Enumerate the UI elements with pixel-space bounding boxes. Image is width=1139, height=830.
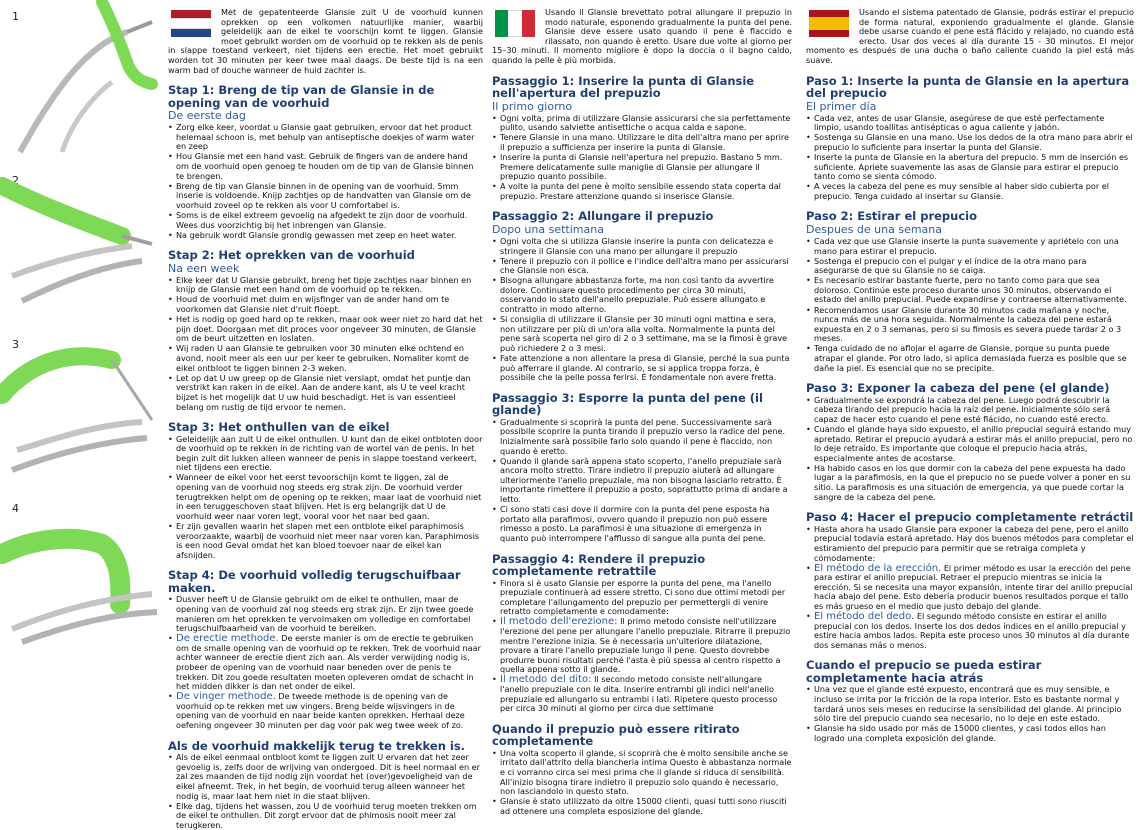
list-item: • Het is nodig op goed hard op te rekken, maar ook weer niet zo hard dat het pijn doet. Doorgaan met dit proces voor ongeveer 30 minuten, de Glansie om de beurt uitzetten en loslaten.: [168, 315, 483, 344]
list-item: • Let op dat U uw greep op de Glansie niet verslapt, omdat het puntje dan verstrikt kan raken in de eikel. Aan de andere kant, als U te veel kracht bijzet is het mogelijk dat U uw huid beschadigt. Het is van essentieel belang om rustig de tijd ervoor te nemen.: [168, 374, 483, 412]
step-5-list: [806, 685, 1134, 743]
panel-number: 1: [12, 10, 19, 23]
step-2-subtitle: Despues de una semana: [806, 222, 943, 236]
step-5-title: Cuando el prepucio se pueda estirar completamente hacia atrás: [806, 658, 1042, 685]
step-1-title: Stap 1: Breng de tip van de Glansie in de opening van de voorhuid: [168, 83, 435, 110]
list-item: • Si consiglia di utilizzare il Glansie per 30 minuti ogni mattina e sera, non utilizzare per più di un'ora alla volta. Normalmente la punta del pene sarà scoperta nel giro di 2 o 3 settimane, ma se la fimosi è grave può richiedere 2 o 3 mesi.: [492, 315, 792, 353]
step-5-title: Als de voorhuid makkelijk terug te trekken is.: [168, 738, 466, 753]
step-2-title: Passaggio 2: Allungare il prepuzio: [492, 209, 714, 224]
intro-italian: [492, 8, 792, 66]
step-3-list: [168, 435, 483, 561]
step-4-title: Stap 4: De voorhuid volledig terugschuifbaar maken.: [168, 568, 461, 595]
list-item: • Tenga cuidado de no aflojar el agarre de Glansie, porque su punta puede atrapar el glande. Por otro lado, si aplica demasiada fuerza es posible que se dañe la piel. Es esencial que no se precipite.: [806, 344, 1134, 373]
spain-flag-icon: [809, 10, 849, 37]
step-2-list: [492, 237, 792, 383]
list-item: [806, 612, 1134, 650]
step-4-list: [806, 525, 1134, 651]
list-item: • Tenere Glansie in una mano. Utilizzare le dita dell'altra mano per aprire il prepuzio a sufficienza per inserire la punta di Glansie.: [492, 133, 792, 152]
list-item: • Bisogna allungare abbastanza forte, ma non così tanto da avvertire dolore. Continuare questo procedimento per circa 30 minuti, osservando lo stato dell'anello prepuziale. Può essere allungato e contratto in modo alterno.: [492, 276, 792, 314]
panel-number: 3: [12, 338, 19, 351]
list-item: • Elke keer dat U Glansie gebruikt, breng het tipje zachtjes naar binnen en knijp de Glansie met een hand om de voorhuid op te rekken.: [168, 276, 483, 295]
list-item: • Gradualmente se expondrá la cabeza del pene. Luego podrá descubrir la cabeza tirando del prepucio hacia la raíz del pene. Inicialmente sólo será capaz de hacer esto cuando el pene esté flácido, no cuando esté erecto.: [806, 396, 1134, 425]
list-item: • Elke dag, tijdens het wassen, zou U de voorhuid terug moeten trekken om de eikel te onthullen. Dit zorgt ervoor dat de phimosis nooit meer zal terugkeren.: [168, 802, 483, 830]
list-item: • Soms is de eikel extreem gevoelig na afgedekt te zijn door de voorhuid. Wees dus voorzichtig bij het inbrengen van Glansie.: [168, 211, 483, 230]
list-item: [168, 634, 483, 692]
instruction-panel-2: [2, 166, 158, 316]
step-1-subtitle: Il primo giorno: [492, 99, 573, 113]
list-item: • Ci sono stati casi dove il dormire con la punta del pene esposta ha portato alla parafimosi, ovvero quando il prepuzio non può essere rimesso a posto. La parafimosi è una situazione di emergenza in quanto può interrompere l'afflusso di sangue alla punta del pene.: [492, 505, 792, 543]
step-4-title: Paso 4: Hacer el prepucio completamente retráctil: [806, 510, 1134, 525]
method-text: El segundo método consiste en estirar el anillo prepucial con los dedos. Inserte los dos dedos índices en el anillo prepucial y estire hacia ambos lados. Repita este proceso unos 30 minutos al día durante dos semanas más o menos.: [814, 611, 1130, 650]
list-item: • Hou Glansie met een hand vast. Gebruik de fingers van de andere hand om de voorhuid open genoeg te houden om de tip van de Glansie binnen te brengen.: [168, 152, 483, 181]
step-3-title: Stap 3: Het onthullen van de eikel: [168, 420, 390, 435]
step-2-subtitle: Dopo una settimana: [492, 222, 604, 236]
list-item: • Wanneer de eikel voor het eerst tevoorschijn komt te liggen, zal de opening van de voorhuid nog steeds erg strak zijn. De voorhuid verder terugtrekken helpt om de opening op te rekken, maar laat de voorhuid niet in een teruggeschoven staat blijven. Het is erg belangrijk dat U de voorhuid weer naar voren legt, vooral voor het naar bed gaan.: [168, 473, 483, 521]
step-2-title: Stap 2: Het oprekken van de voorhuid: [168, 248, 415, 263]
step-3-list: [806, 396, 1134, 503]
list-item: • Sostenga su Glansie en una mano. Use los dedos de la otra mano para abrir el prepucio lo suficiente para insertar la punta del Glansie.: [806, 133, 1134, 152]
intro-text: Usando el sistema patentado de Glansie, podrás estirar el prepucio de forma natural, exponiendo gradualmente el glande. Glansie debe usarse cuando el pene está flácido y relajado, no cuando está erecto. Usar dos veces al día durante 15 - 30 minutos. El mejor momento es después de una ducha o baño caliente cuando la piel está más suave.: [806, 7, 1134, 65]
intro-text: Usando il Glansie brevettato potrai allungare il prepuzio in modo naturale, esponendo gradualmente la punta del pene. Glansie deve essere usato quando il pene è flaccido e rilassato, non quando è eretto. Usare due volte al giorno per 15–30 minuti. Il momento migliore è dopo la doccia o il bagno caldo, quando la pelle è più morbida.: [492, 7, 792, 65]
panel-number: 2: [12, 174, 19, 187]
list-item: [806, 564, 1134, 612]
list-item: • Cada vez, antes de usar Glansie, asegúrese de que esté perfectamente limpio, usando toallitas antisépticas o agua caliente y jabón.: [806, 114, 1134, 133]
list-item: • Ogni volta, prima di utilizzare Glansie assicurarsi che sia perfettamente pulito, usando salviette antisettiche o acqua calda e sapone.: [492, 114, 792, 133]
step-2-list: [806, 237, 1134, 373]
step-2-list: [168, 276, 483, 412]
method-label: Il metodo del dito:: [500, 674, 592, 686]
list-item: • Zorg elke keer, voordat u Glansie gaat gebruiken, ervoor dat het product helemaal schoon is, met behulp van antiseptische doekjes of warm water en zeep: [168, 123, 483, 152]
list-item: • Es necesario estirar bastante fuerte, pero no tanto como para que sea doloroso. Continúe este proceso durante unos 30 minutos, observando el estado del anillo prepucial. Puede expandirse y contraerse alternativamente.: [806, 276, 1134, 305]
list-item: • A veces la cabeza del pene es muy sensible al haber sido cubierta por el prepucio. Tenga cuidado al insertar su Glansie.: [806, 182, 1134, 201]
method-text: El primer método es usar la erección del pene para estirar el anillo prepucial. Retraer el prepucio mientras se inicia la erección. Si se necesita una mayor expansión, intente tirar del anillo prepucial hacia abajo del pene. Esto debería producir buenos resultados porque el tallo es más grueso en el medio que justo debajo del glande.: [814, 562, 1133, 611]
list-item: [168, 692, 483, 730]
list-item: • Ogni volta che si utilizza Glansie inserire la punta con delicatezza e stringere il Glansie con una mano per allungare il prepuzio: [492, 237, 792, 256]
step-4-title: Passaggio 4: Rendere il prepuzio completamente retrattile: [492, 551, 706, 579]
instruction-panel-1: [2, 2, 158, 152]
list-item: • Dusver heeft U de Glansie gebruikt om de eikel te onthullen, maar de opening van de voorhuid zal nog steeds erg strak zijn. Er zijn twee goede manieren om het oprekken te vervolmaken om volledige en comfortabel terugschuifbaarheid van de voorhuid te bereiken.: [168, 595, 483, 633]
step-4-list: [168, 595, 483, 730]
list-item: • Sostenga el prepucio con el pulgar y el índice de la otra mano para asegurarse de que su Glansie no se caiga.: [806, 257, 1134, 276]
step-1-title: Paso 1: Inserte la punta de Glansie en la apertura del prepucio: [806, 73, 1130, 101]
step-1-title: Passaggio 1: Inserire la punta di Glansie nell'apertura del prepuzio: [492, 73, 755, 101]
instruction-image-strip: [0, 0, 162, 807]
list-item: [492, 617, 792, 675]
netherlands-flag-icon: [171, 10, 211, 37]
step-5-title: Quando il prepuzio può essere ritirato completamente: [492, 721, 740, 749]
method-label: De erectie methode.: [176, 633, 279, 645]
step-2-subtitle: Na een week: [168, 261, 240, 275]
list-item: • Na gebruik wordt Glansie grondig gewassen met zeep en heet water.: [168, 231, 483, 241]
list-item: • Inserte la punta de Glansie en la abertura del prepucio. 5 mm de inserción es suficiente. Apriete suavemente las asas de Glansie para estirar el prepucio tanto como se sienta cómodo.: [806, 153, 1134, 182]
method-label: El método del dedo.: [814, 611, 915, 623]
instruction-panel-4: [2, 494, 158, 644]
list-item: • Geleidelijk aan zult U de eikel onthullen. U kunt dan de eikel ontbloten door de voorhuid op te rekken in de richting van de wortel van de penis. In het begin zult dit lukken alleen wanneer de penis in slappe toestand verkeert, niet tijdens een erectie.: [168, 435, 483, 473]
list-item: • Fate attenzione a non allentare la presa di Glansie, perché la sua punta può afferrare il glande. Al contrario, se si applica troppa forza, è possibile che la pelle possa ferirsi. È fondamentale non avere fretta.: [492, 354, 792, 383]
list-item: • Ha habido casos en los que dormir con la cabeza del pene expuesta ha dado lugar a la parafimosis, en la que el prepucio no se puede volver a poner en su sitio. La parafimosis es una situación de emergencia, ya que puede cortar la sangre de la cabeza del pene.: [806, 464, 1134, 502]
list-item: • Una volta scoperto il glande, si scoprirà che è molto sensibile anche se irritato dall'attrito della biancheria intima Questo è abbastanza normale e ci vorranno circa sei mesi prima che il glande si riduca di sensibilità. All'inizio bisogna tirare indietro il prepuzio solo quando è necessario, non lasciandolo in questo stato.: [492, 749, 792, 797]
intro-spanish: [806, 8, 1134, 66]
method-text: De tweede methode is de opening van de voorhuid op te rekken met uw vingers. Breng beide wijsvingers in de opening van de voorhuid en naar beide kanten oprekken. Herhaal deze oefening ongeveer 30 minuten per dag voor pak weg twee week of zo.: [176, 691, 465, 731]
column-italian: [492, 0, 792, 816]
list-item: • Glansie ha sido usado por más de 15000 clientes, y casi todos ellos han logrado una completa exposición del glande.: [806, 724, 1134, 743]
step-4-list: [492, 579, 792, 714]
list-item: • Breng de tip van Glansie binnen in de opening van de voorhuid. 5mm inserie is voldoende. Knijp zachtjes op de handvatten van Glansie om de voorhuid zoveel op te rekken als voor U comfortabel is.: [168, 182, 483, 211]
list-item: • Gradualmente si scoprirà la punta del pene. Successivamente sarà possibile scoprire la punta tirando il prepuzio verso la radice del pene. Inizialmente sarà possibile farlo solo quando il pene è flaccido, non quando è eretto.: [492, 418, 792, 456]
method-label: El método de la erección.: [814, 562, 942, 574]
step-1-list: [492, 114, 792, 202]
step-3-title: Passaggio 3: Esporre la punta del pene (il glande): [492, 390, 763, 418]
column-spanish: [806, 0, 1134, 807]
method-text: Il primo metodo consiste nell'utilizzare l'erezione del pene per allungare l'anello prepuziale. Ritrarre il prepuzio mentre l'erezione inizia. Se è necessaria un'ulteriore dilatazione, provare a tirare l'anello prepuziale lungo il pene. Questo dovrebbe produrre buoni risultati perché l'asta è più spessa al centro rispetto a quella appena sotto il glande.: [500, 616, 791, 675]
method-text: De eerste manier is om de erectie te gebruiken om de smalle opening van de voorhuid op te rekken. Trek de voorhuid naar achter wanneer de erectie dient zich aan. Als verder verwijding nodig is, probeer de opening van de voorhuid naar beneden over de penis te trekken. Dit zou goede resultaten moeten opleveren omdat de schacht in het midden dikker is dan net onder de eikel.: [176, 633, 481, 692]
italy-flag-icon: [495, 10, 535, 37]
list-item: • Inserire la punta di Glansie nell'apertura nel prepuzio. Bastano 5 mm. Premere delicatamente sulle maniglie di Glansie per allungare il prepuzio quanto possibile.: [492, 153, 792, 182]
instruction-panel-3: [2, 330, 158, 480]
intro-text: Met de gepatenteerde Glansie zult U de voorhuid kunnen oprekken op een volkomen natuurlijke manier, waarbij geleidelijk aan de eikel te voorschijn komt te liggen. Glansie moet gebruikt worden om de voorhuid op te rekken als de penis in slappe toestand verkeert, niet tijdens een erectie. Het moet gebruikt worden tot 30 minuten per keer twee maal daags. De beste tijd is na een warm bad of douche wanneer de huid zachter is.: [168, 7, 483, 75]
step-1-list: [806, 114, 1134, 202]
list-item: • Cuando el glande haya sido expuesto, el anillo prepucial seguirá estando muy apretado. Retirar el prepucio ayudará a estirar más el anillo prepucial, pero no lo deje retraído. Es importante que coloque el prepucio hacia atrás, especialmente antes de acostarse.: [806, 425, 1134, 463]
method-label: Il metodo dell'erezione:: [500, 616, 618, 628]
step-1-subtitle: De eerste dag: [168, 109, 246, 123]
step-2-title: Paso 2: Estirar el prepucio: [806, 209, 978, 224]
list-item: • Als de eikel eenmaal ontbloot komt te liggen zult U ervaren dat het zeer gevoelig is, zelfs door de wrijving van ondergoed. Dit is heel normaal en er zal zes maanden de tijd nodig zijn voordat het (over)gevoeligheid van de eikel afneemt. Trek, in het begin, de voorhuid terug alleen wanneer het nodig is, maar laat hem niet in die staat blijven.: [168, 753, 483, 801]
step-5-list: [168, 753, 483, 830]
glansie-device-panel-1-icon: [2, 2, 158, 152]
list-item: • Una vez que el glande esté expuesto, encontrará que es muy sensible, e incluso se irrita por la fricción de la ropa interior. Esto es bastante normal y tardará unos seis meses en reducirse la sensibilidad del glande. Al principio sólo tire del prepucio cuando sea necesario, no lo deje en este estado.: [806, 685, 1134, 723]
step-5-list: [492, 749, 792, 817]
glansie-device-panel-4-icon: [2, 494, 158, 644]
step-3-title: Paso 3: Exponer la cabeza del pene (el glande): [806, 381, 1110, 396]
list-item: • Tenere il prepuzio con il pollice e l'indice dell'altra mano per assicurarsi che Glansie non esca.: [492, 257, 792, 276]
method-text: Il secondo metodo consiste nell'allungare l'anello prepuziale con le dita. Inserire entrambi gli indici nell'anello prepuziale ed allungarlo su entrambi i lati. Ripetere questo processo per circa 30 minuti al giorno per circa due settimane: [500, 674, 778, 714]
list-item: • Wij raden U aan Glansie te gebruiken voor 30 minuten elke ochtend en avond, nooit meer als een uur per keer te gebruiken. Nomaliter komt de eikel ontbloot te liggen binnen 2-3 weken.: [168, 344, 483, 373]
list-item: • Glansie è stato utilizzato da oltre 15000 clienti, quasi tutti sono riusciti ad ottenere una completa esposizione del glande.: [492, 797, 792, 816]
step-1-subtitle: El primer día: [806, 99, 877, 113]
list-item: • Cada vez que use Glansie inserte la punta suavemente y apriételo con una mano para estirar el prepucio.: [806, 237, 1134, 256]
list-item: • A volte la punta del pene è molto sensibile essendo stata coperta dal prepuzio. Prestare attenzione quando si inserisce Glansie.: [492, 182, 792, 201]
list-item: • Quando il glande sarà appena stato scoperto, l'anello prepuziale sarà ancora molto stretto. Tirare indietro il prepuzio aiuterà ad allungare ulteriormente l'anello prepuziale, ma non bisogna lasciarlo retratto. È importante rimettere il prepuzio a posto, soprattutto prima di andare a letto.: [492, 457, 792, 505]
list-item: [492, 675, 792, 713]
method-label: De vinger methode.: [176, 691, 276, 703]
step-1-list: [168, 123, 483, 240]
step-3-list: [492, 418, 792, 544]
panel-number: 4: [12, 502, 19, 515]
list-item: • Er zijn gevallen waarin het slapen met een ontblote eikel paraphimosis veroorzaakte, waarbij de voorhuid niet meer naar voren kan. Paraphimosis is een nood Geval omdat het kan bloed toevoer naar de eikel kan afsnijden.: [168, 522, 483, 560]
intro-dutch: [168, 8, 483, 75]
list-item: • Recomendamos usar Glansie durante 30 minutos cada mañana y noche, nunca más de una hora seguida. Normalmente la cabeza del pene estará expuesta en 2 o 3 semanas, pero si su fimosis es severa puede tardar 2 o 3 meses.: [806, 306, 1134, 344]
list-item: • Houd de voorhuid met duim en wijsfinger van de ander hand om te voorkomen dat Glansie niet d'ruit floept.: [168, 295, 483, 314]
list-item: • Hasta ahora ha usado Glansie para exponer la cabeza del pene, pero el anillo prepucial todavía estará apretado. Hay dos buenos métodos para completar el estiramiento del prepucio para permitir que se retraiga completa y cómodamente:: [806, 525, 1134, 563]
list-item: • Finora si è usato Glansie per esporre la punta del pene, ma l'anello prepuziale continuerà ad essere stretto. Ci sono due ottimi metodi per completare l'allungamento del prepuzio per permettergli di venire retratto completamente e comodamente:: [492, 579, 792, 617]
glansie-device-panel-2-icon: [2, 166, 158, 316]
column-dutch: [168, 0, 483, 830]
glansie-device-panel-3-icon: [2, 330, 158, 480]
